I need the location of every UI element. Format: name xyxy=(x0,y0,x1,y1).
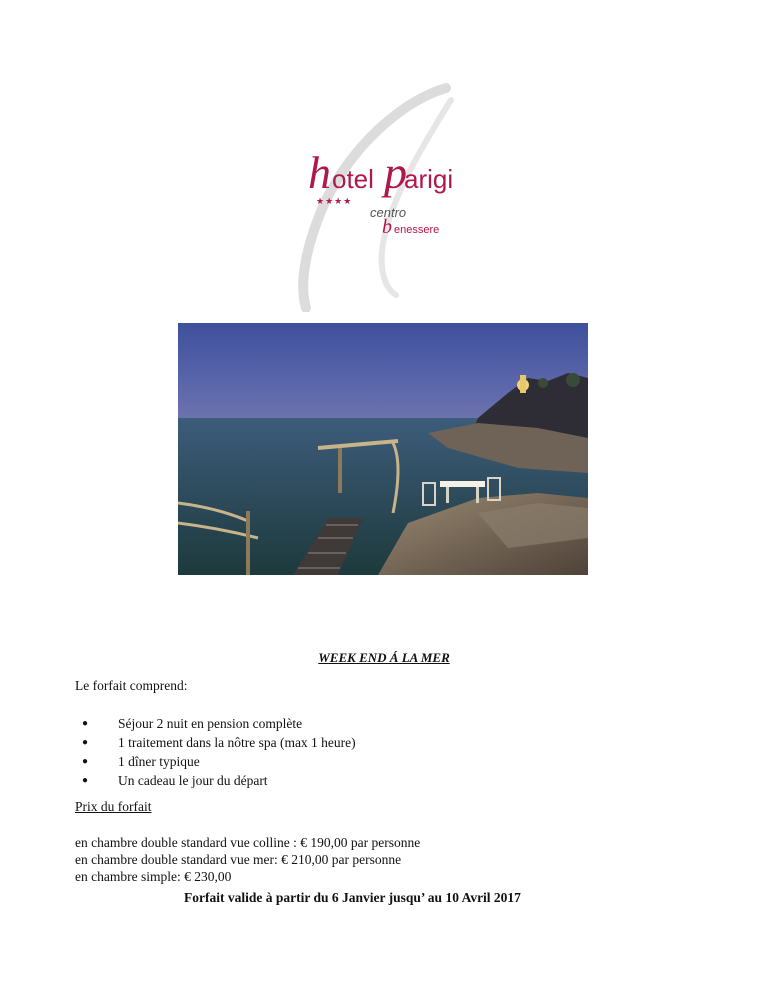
document-title: WEEK END Á LA MER xyxy=(318,650,450,665)
list-item-text: 1 dîner typique xyxy=(118,754,200,769)
logo-enessere: enessere xyxy=(394,224,440,236)
logo-b: b xyxy=(382,216,392,238)
hotel-parigi-logo xyxy=(286,80,482,312)
price-line: en chambre double standard vue colline : € 190,00 par personne xyxy=(75,835,421,850)
list-item-text: Séjour 2 nuit en pension complète xyxy=(118,716,303,731)
photo-graphic xyxy=(178,323,588,575)
bullet-icon: ● xyxy=(82,718,89,729)
price-list xyxy=(75,834,420,885)
logo-graphic xyxy=(286,80,482,312)
list-item-text: Un cadeau le jour du départ xyxy=(118,773,268,788)
list-item xyxy=(80,714,356,733)
logo-otel: otel xyxy=(332,164,374,194)
logo-p: p xyxy=(384,147,407,198)
list-item xyxy=(80,733,356,752)
bullet-icon: ● xyxy=(82,737,89,748)
logo-stars: ★★★★ xyxy=(316,197,353,207)
list-item-text: 1 traitement dans la nôtre spa (max 1 heure) xyxy=(118,735,356,750)
price-line: en chambre double standard vue mer: € 210,00 par personne xyxy=(75,852,402,867)
list-item xyxy=(80,771,356,790)
logo-arigi: arigi xyxy=(404,164,454,194)
forfait-intro: Le forfait comprend: xyxy=(75,678,188,693)
forfait-items-list xyxy=(80,714,356,790)
logo-centro: centro xyxy=(370,205,407,220)
list-item xyxy=(80,752,356,771)
seaside-terrace-photo xyxy=(178,323,588,575)
logo-h: h xyxy=(308,147,331,198)
validity-note: Forfait valide à partir du 6 Janvier jusqu’ au 10 Avril 2017 xyxy=(184,890,521,905)
bullet-icon: ● xyxy=(82,756,89,767)
price-heading: Prix du forfait xyxy=(75,799,152,814)
bullet-icon: ● xyxy=(82,775,89,786)
price-line: en chambre simple: € 230,00 xyxy=(75,869,232,884)
